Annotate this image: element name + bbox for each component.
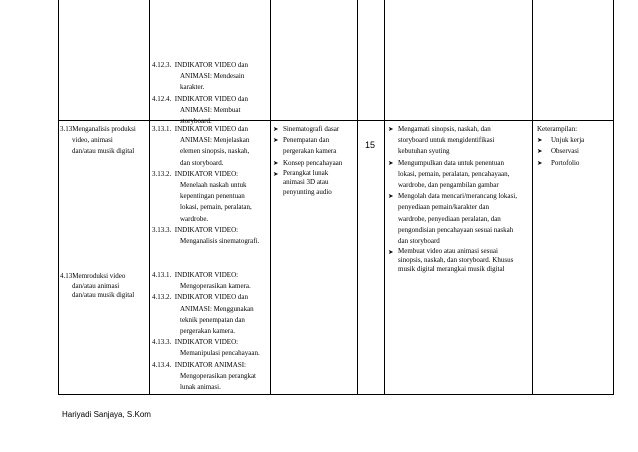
list-item: ➤ Observasi <box>537 146 612 157</box>
column-divider <box>532 0 533 395</box>
column-divider <box>357 0 358 395</box>
table-border-right <box>613 0 614 395</box>
time-allocation: 15 <box>365 140 376 150</box>
indicator-4-13-4: 4.13.4. INDIKATOR ANIMASI: Mengoperasikan perangkat lunak animasi. <box>152 360 256 392</box>
list-item: ➤ Mengumpulkan data untuk penentuan lokasi, pemain, peralatan, pencahayaan, wardrobe, dan pengambilan gambar <box>388 158 510 190</box>
list-item: ➤ Unjuk kerja <box>537 135 612 146</box>
indicator-4-13-3: 4.13.3. INDIKATOR VIDEO: Memanipulasi pencahayaan. <box>152 338 260 358</box>
arrow-bullet-icon: ➤ <box>273 137 279 145</box>
indicator-3-13-3: 3.13.3. INDIKATOR VIDEO: Menganalisis sinematografi. <box>152 225 260 246</box>
activities-list <box>388 124 531 274</box>
table-border-bottom <box>58 394 614 395</box>
column-divider <box>384 0 385 395</box>
indicator-group-4-12 <box>152 60 268 127</box>
assessment-title: Keterampilan: <box>537 125 578 133</box>
indicator-group-4-13 <box>152 270 268 393</box>
list-item: ➤ Sinematografi dasar <box>273 124 356 135</box>
indicator-4-12-3: 4.12.3. INDIKATOR VIDEO dan ANIMASI: Mendesain karakter. <box>152 61 248 92</box>
arrow-bullet-icon: ➤ <box>388 126 394 133</box>
list-item: ➤ Mengamati sinopsis, naskah, dan storyboard untuk mengidentifikasi kebutuhan syuting <box>388 125 495 156</box>
materi-list <box>273 124 356 198</box>
kd-4-13: 4.13Memroduksi video dan/atau animasi dan/atau musik digital <box>60 272 135 299</box>
list-item: ➤ Penempatan dan pergerakan kamera <box>273 136 337 156</box>
list-item: ➤ Portofolio <box>537 158 612 169</box>
indicator-3-13-2: 3.13.2. INDIKATOR VIDEO: Menelaah naskah untuk kepentingan penentuan lokasi, pemain, peralatan, wardrobe. <box>152 169 252 223</box>
arrow-bullet-icon: ➤ <box>273 126 279 133</box>
column-divider <box>270 0 271 395</box>
table-border-left <box>58 0 59 395</box>
arrow-bullet-icon: ➤ <box>537 159 543 167</box>
arrow-bullet-icon: ➤ <box>388 249 394 257</box>
list-item: ➤ Perangkat lunak animasi 3D atau penyunting audio <box>273 168 332 196</box>
indicator-4-13-2: 4.13.2. INDIKATOR VIDEO dan ANIMASI: Menggunakan teknik penempatan dan pergerakan kamera. <box>152 293 254 336</box>
arrow-bullet-icon: ➤ <box>273 170 279 178</box>
arrow-bullet-icon: ➤ <box>537 137 543 145</box>
list-item: ➤ Membuat video atau animasi sesuai sinopsis, naskah, dan storyboard. Khusus musik digital merangkai musik digital <box>388 247 514 274</box>
indicator-4-12-4: 4.12.4. INDIKATOR VIDEO dan ANIMASI: Membuat storyboard. <box>152 94 248 126</box>
indicator-group-3-13 <box>152 124 268 247</box>
row-divider <box>58 120 614 121</box>
indicator-3-13-1: 3.13.1. INDIKATOR VIDEO dan ANIMASI: Menjelaskan elemen sinopsis, naskah, dan storyboard. <box>152 125 250 167</box>
arrow-bullet-icon: ➤ <box>537 148 543 156</box>
list-item: ➤ Mengolah data mencari/merancang lokasi, penyediaan pemain/karakter dan wardrobe, penyediaan peralatan, dan pengondisian pencahayaan sesuai naskah dan storyboard <box>388 192 517 246</box>
column-divider <box>149 0 150 395</box>
arrow-bullet-icon: ➤ <box>273 159 279 167</box>
assessment-cell <box>537 124 612 169</box>
arrow-bullet-icon: ➤ <box>388 193 394 201</box>
list-item: ➤ Konsep pencahayaan <box>273 158 356 169</box>
page-footer-author: Hariyadi Sanjaya, S.Kom <box>62 410 151 419</box>
indicator-4-13-1: 4.13.1. INDIKATOR VIDEO: Mengoperasikan kamera. <box>152 271 251 291</box>
arrow-bullet-icon: ➤ <box>388 159 394 167</box>
kd-3-13: 3.13Menganalisis produksi video, animasi dan/atau musik digital <box>60 125 136 156</box>
